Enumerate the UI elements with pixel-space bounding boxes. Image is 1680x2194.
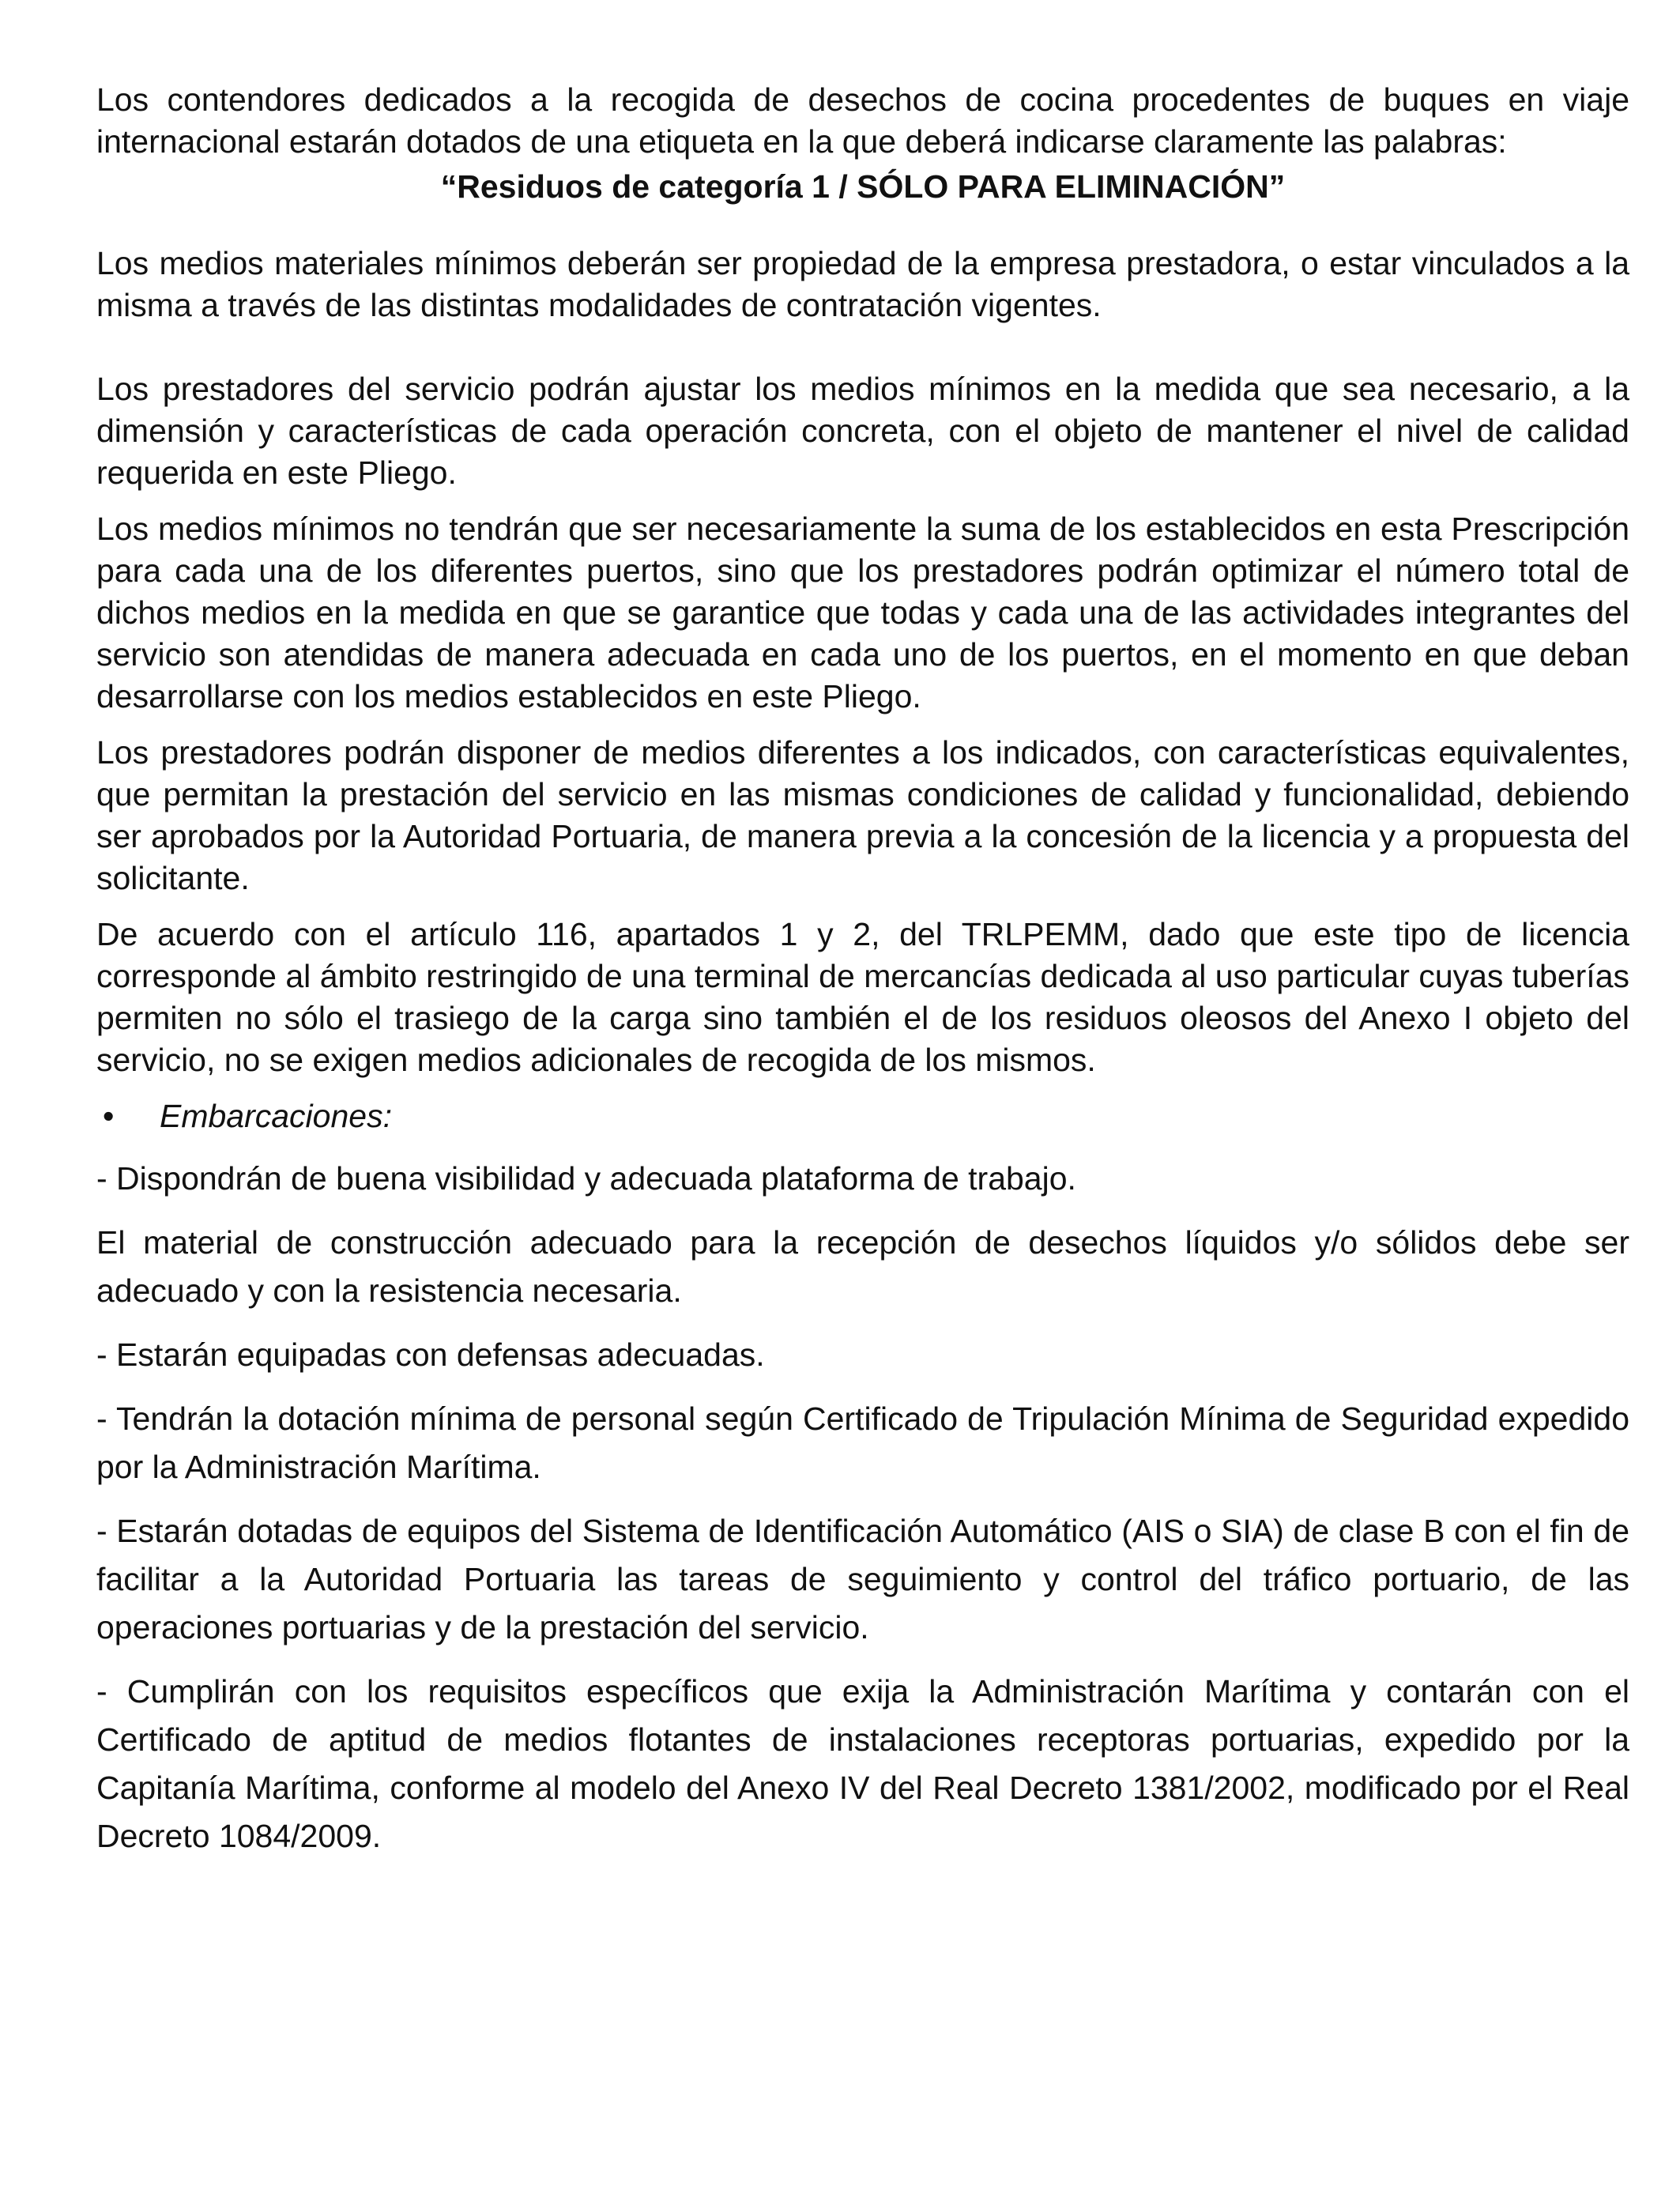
bullet-embarcaciones [96, 1095, 1629, 1137]
document-page [96, 79, 1629, 1876]
paragraph-minimum-means: Los medios mínimos no tendrán que ser necesariamente la suma de los establecidos en esta Prescripción para cada una de los diferentes puertos, sino que los prestadores podrán optimizar el número total de dichos medios en la medida en que se garantice que todas y cada una de las actividades integrantes del servicio son atendidas de manera adecuada en cada uno de los puertos, en el momento en que deban desarrollarse con los medios establecidos en este Pliego. [96, 511, 1629, 714]
requirement-item-certificate: - Cumplirán con los requisitos específicos que exija la Administración Marítima y contarán con el Certificado de aptitud de medios flotantes de instalaciones receptoras portuarias, expedido por la Capitanía Marítima, conforme al modelo del Anexo IV del Real Decreto 1381/2002, modificado por el Real Decreto 1084/2009. [96, 1673, 1629, 1854]
paragraph-adjust-means: Los prestadores del servicio podrán ajustar los medios mínimos en la medida que sea necesario, a la dimensión y características de cada operación concreta, con el objeto de mantener el nivel de calidad requerida en este Pliego. [96, 371, 1629, 491]
requirement-item-material: El material de construcción adecuado para la recepción de desechos líquidos y/o sólidos debe ser adecuado y con la resistencia necesaria. [96, 1224, 1629, 1309]
paragraph-alternative-means: Los prestadores podrán disponer de medios diferentes a los indicados, con características equivalentes, que permitan la prestación del servicio en las mismas condiciones de calidad y funcionalidad, debiendo ser aprobados por la Autoridad Portuaria, de manera previa a la concesión de la licencia y a propuesta del solicitante. [96, 734, 1629, 896]
waste-label-text: “Residuos de categoría 1 / SÓLO PARA ELIMINACIÓN” [440, 168, 1286, 205]
requirement-item-ais: - Estarán dotadas de equipos del Sistema de Identificación Automático (AIS o SIA) de clase B con el fin de facilitar a la Autoridad Portuaria las tareas de seguimiento y control del tráfico portuario, de las operaciones portuarias y de la prestación del servicio. [96, 1513, 1629, 1646]
requirement-item-fenders: - Estarán equipadas con defensas adecuadas. [96, 1336, 765, 1373]
bullet-marker: • [103, 1098, 115, 1134]
vessel-requirements-list [96, 1155, 1629, 1860]
paragraph-material-means: Los medios materiales mínimos deberán ser propiedad de la empresa prestadora, o estar vinculados a la misma a través de las distintas modalidades de contratación vigentes. [96, 245, 1629, 323]
requirement-item-visibility: - Dispondrán de buena visibilidad y adecuada plataforma de trabajo. [96, 1160, 1076, 1197]
paragraph-article-116: De acuerdo con el artículo 116, apartados 1 y 2, del TRLPEMM, dado que este tipo de licencia corresponde al ámbito restringido de una terminal de mercancías dedicada al uso particular cuyas tuberías permiten no sólo el trasiego de la carga sino también el de los residuos oleosos del Anexo I objeto del servicio, no se exigen medios adicionales de recogida de los mismos. [96, 916, 1629, 1078]
intro-paragraph: Los contendores dedicados a la recogida de desechos de cocina procedentes de buques en viaje internacional estarán dotados de una etiqueta en la que deberá indicarse claramente las palabras: [96, 81, 1629, 160]
requirement-item-crew: - Tendrán la dotación mínima de personal según Certificado de Tripulación Mínima de Seguridad expedido por la Administración Marítima. [96, 1400, 1629, 1485]
bullet-label: Embarcaciones: [160, 1098, 392, 1134]
